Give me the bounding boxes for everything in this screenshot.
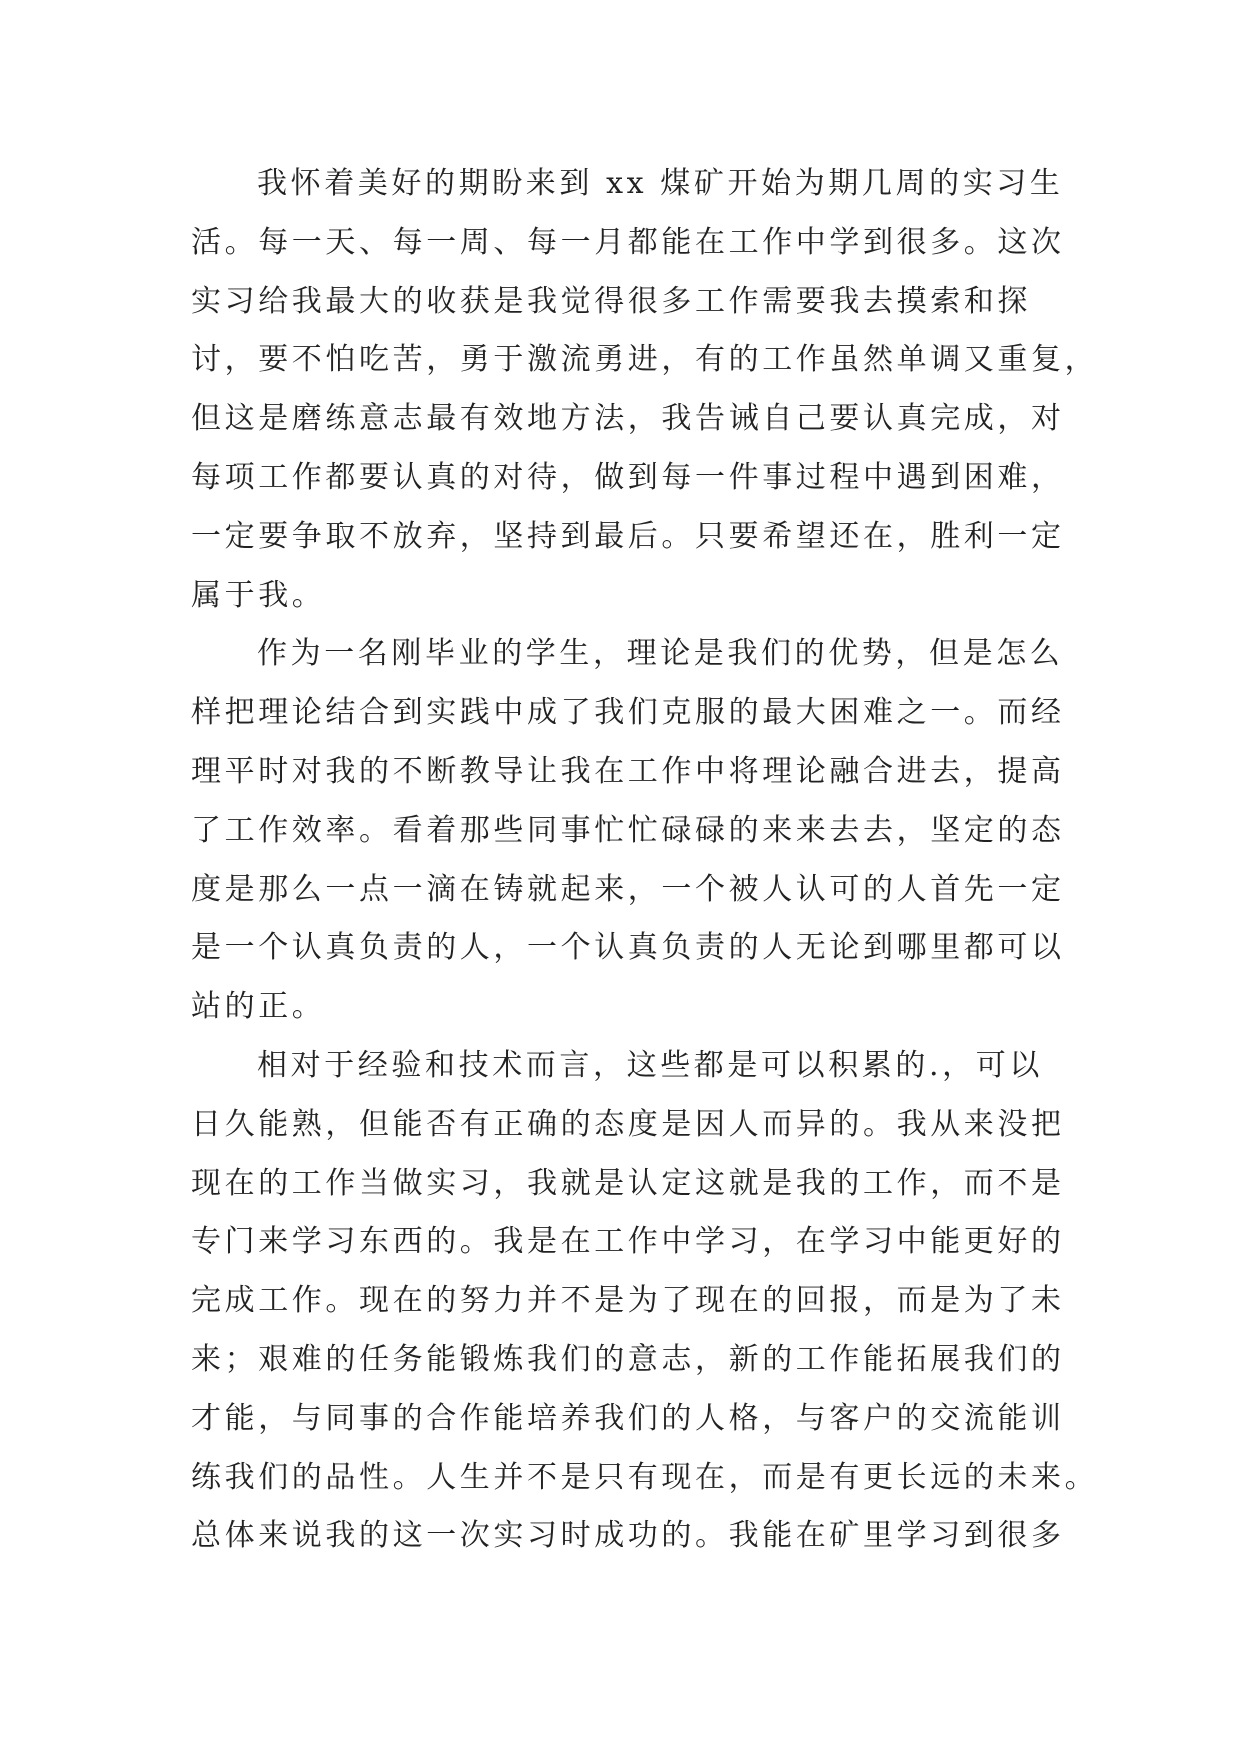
- text-line: 活。每一天、每一周、每一月都能在工作中学到很多。这次: [191, 224, 1065, 260]
- text-line: 是一个认真负责的人，一个认真负责的人无论到哪里都可以: [191, 930, 1065, 966]
- text-line: 作为一名刚毕业的学生，理论是我们的优势，但是怎么: [257, 636, 1064, 672]
- text-line: 一定要争取不放弃，坚持到最后。只要希望还在，胜利一定: [191, 518, 1065, 554]
- text-line: 样把理论结合到实践中成了我们克服的最大困难之一。而经: [191, 695, 1065, 731]
- text-line: 来；艰难的任务能锻炼我们的意志，新的工作能拓展我们的: [191, 1341, 1065, 1377]
- text-line: 日久能熟，但能否有正确的态度是因人而异的。我从来没把: [191, 1106, 1065, 1142]
- text-line: 才能，与同事的合作能培养我们的人格，与客户的交流能训: [191, 1400, 1065, 1436]
- text-line: 实习给我最大的收获是我觉得很多工作需要我去摸索和探: [191, 283, 1031, 319]
- text-line: 完成工作。现在的努力并不是为了现在的回报，而是为了未: [191, 1283, 1065, 1319]
- text-line: 专门来学习东西的。我是在工作中学习，在学习中能更好的: [191, 1224, 1065, 1260]
- text-line: 理平时对我的不断教导让我在工作中将理论融合进去，提高: [191, 753, 1065, 789]
- text-line: 了工作效率。看着那些同事忙忙碌碌的来来去去，坚定的态: [191, 812, 1065, 848]
- text-line: 站的正。: [191, 989, 326, 1025]
- document-body: [191, 155, 1099, 1566]
- text-line: 属于我。: [191, 577, 326, 613]
- text-line: 讨，要不怕吃苦，勇于激流勇进，有的工作虽然单调又重复，: [191, 342, 1099, 378]
- text-line: 但这是磨练意志最有效地方法，我告诫自己要认真完成，对: [191, 401, 1065, 437]
- paragraph-2: [191, 625, 1065, 1037]
- paragraph-1: [191, 155, 1099, 625]
- text-line: 每项工作都要认真的对待，做到每一件事过程中遇到困难，: [191, 459, 1065, 495]
- text-line: 我怀着美好的期盼来到 xx 煤矿开始为期几周的实习生: [257, 166, 1064, 201]
- text-line: 总体来说我的这一次实习时成功的。我能在矿里学习到很多: [191, 1518, 1065, 1554]
- text-line: 相对于经验和技术而言，这些都是可以积累的.，可以: [257, 1047, 1043, 1083]
- paragraph-3: [191, 1037, 1099, 1566]
- text-line: 现在的工作当做实习，我就是认定这就是我的工作，而不是: [191, 1165, 1065, 1201]
- text-line: 练我们的品性。人生并不是只有现在，而是有更长远的未来。: [191, 1459, 1099, 1495]
- text-line: 度是那么一点一滴在铸就起来，一个被人认可的人首先一定: [191, 871, 1065, 907]
